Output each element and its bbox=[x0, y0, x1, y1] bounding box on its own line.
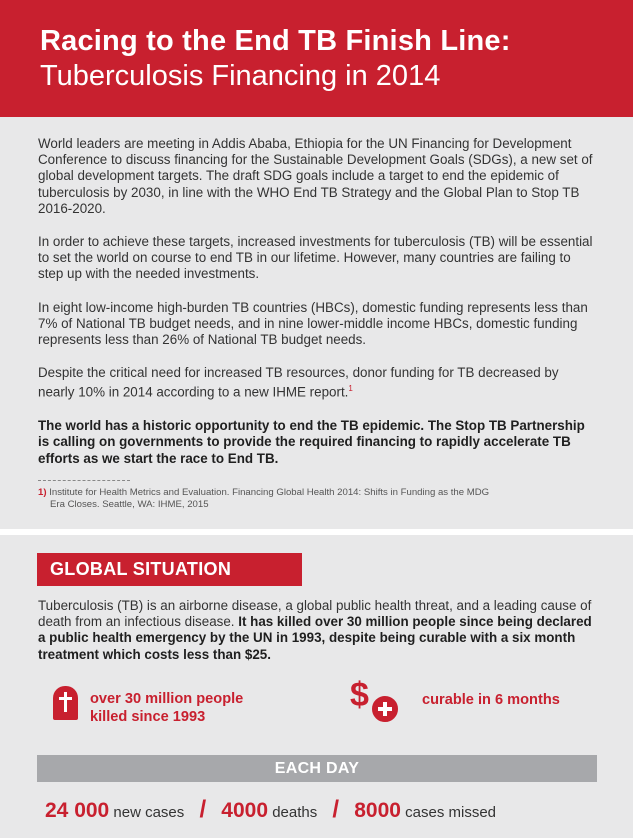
separator: / bbox=[199, 796, 207, 823]
tombstone-cross-icon bbox=[53, 686, 78, 720]
global-situation-bold: It has killed over 30 million people since being declared a public health emergency by the UN in 1993, despite being curable with a six month treatment which costs less than $25. bbox=[38, 614, 592, 662]
header-banner bbox=[0, 0, 633, 117]
footnote bbox=[38, 487, 598, 511]
global-situation-plain: Tuberculosis (TB) is an airborne disease, a global public health threat, and a leading cause of death from an infectious disease. bbox=[38, 598, 592, 630]
intro-paragraph-2: In order to achieve these targets, increased investments for tuberculosis (TB) will be essential to set the world on course to end TB in our lifetime. However, many countries are failing to step up with the needed investments. bbox=[38, 234, 593, 282]
separator: / bbox=[332, 796, 340, 823]
stat-new-cases-value: 24 000 bbox=[45, 799, 110, 822]
each-day-stats bbox=[45, 796, 605, 824]
footnote-number: 1) bbox=[38, 486, 47, 498]
intro-section bbox=[38, 136, 598, 511]
stat-deaths-text bbox=[90, 690, 243, 726]
footnote-line-1: Institute for Health Metrics and Evaluation. Financing Global Health 2014: Shifts in Funding as the MDG bbox=[49, 486, 490, 498]
call-to-action: The world has a historic opportunity to end the TB epidemic. The Stop TB Partnership is calling on governments to provide the required financing to rapidly accelerate TB efforts as we start the race to End TB. bbox=[38, 418, 585, 466]
intro-paragraph-3: In eight low-income high-burden TB countries (HBCs), domestic funding represents less than 7% of National TB budget needs, and in nine lower-middle income HBCs, domestic funding represents less than 26% of National TB budget needs. bbox=[38, 299, 588, 348]
page-subtitle: Tuberculosis Financing in 2014 bbox=[40, 60, 441, 92]
stat-deaths-value: 4000 bbox=[221, 799, 269, 822]
stat-deaths-label: deaths bbox=[272, 804, 318, 821]
intro-paragraph-4-text: Despite the critical need for increased TB resources, donor funding for TB decreased by nearly 10% in 2014 according to a new IHME report. bbox=[38, 365, 559, 400]
each-day-banner: EACH DAY bbox=[37, 755, 597, 782]
global-situation-text bbox=[38, 598, 598, 663]
section-divider bbox=[0, 529, 633, 535]
stat-deaths-line-2: killed since 1993 bbox=[90, 709, 206, 725]
footnote-reference[interactable]: 1 bbox=[348, 384, 353, 394]
dollar-icon: $ bbox=[350, 676, 369, 714]
footnote-line-2: Era Closes. Seattle, WA: IHME, 2015 bbox=[50, 498, 209, 510]
intro-paragraph-1: World leaders are meeting in Addis Ababa, Ethiopia for the UN Financing for Development Conference to discuss financing for the Sustainable Development Goals (SDGs), a new set of global development targets. The draft SDG goals include a target to end the epidemic of tuberculosis by 2030, in line with the WHO End TB Strategy and the Global Plan to Stop TB 2016-2020. bbox=[38, 136, 593, 216]
stat-new-cases-label: new cases bbox=[113, 804, 185, 821]
section-heading-global-situation: GLOBAL SITUATION bbox=[37, 553, 302, 586]
stat-missed-label: cases missed bbox=[405, 804, 497, 821]
stat-curable bbox=[350, 676, 590, 730]
medical-plus-icon bbox=[370, 694, 400, 724]
stat-curable-text: curable in 6 months bbox=[422, 692, 560, 708]
stat-missed-value: 8000 bbox=[354, 799, 401, 822]
stat-deaths-line-1: over 30 million people bbox=[90, 691, 244, 707]
intro-paragraph-4 bbox=[38, 365, 598, 401]
stat-deaths bbox=[53, 686, 313, 732]
footnote-divider bbox=[38, 480, 130, 481]
page-title: Racing to the End TB Finish Line: bbox=[40, 25, 511, 57]
